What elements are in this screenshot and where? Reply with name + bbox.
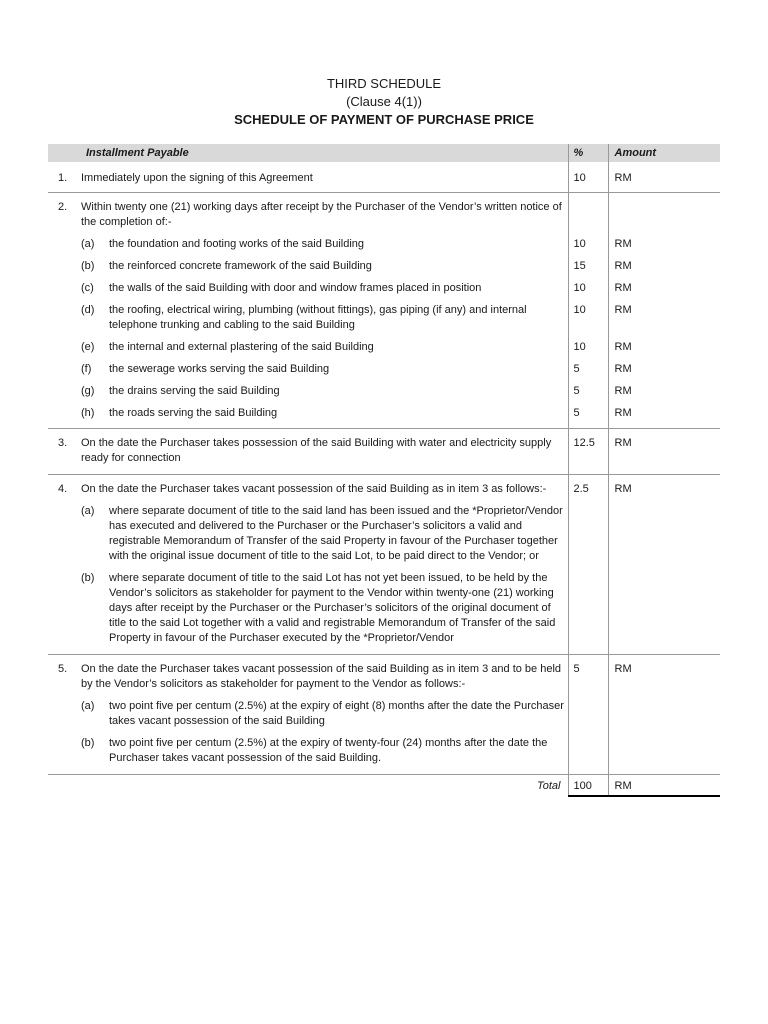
list-item: [81, 281, 568, 296]
item-percent: 10: [568, 162, 608, 192]
payment-schedule-table: [48, 144, 720, 797]
total-label: Total: [537, 779, 561, 792]
header-amount: Amount: [608, 144, 720, 162]
item-percent: 12.5: [568, 428, 608, 474]
item-percent: 10: [573, 281, 586, 294]
item-percent: 10: [573, 303, 586, 316]
item-amount: RM: [608, 428, 720, 474]
table-row: [48, 428, 720, 474]
total-amount: RM: [608, 774, 720, 796]
sub-label: (f): [81, 362, 92, 375]
item-text: On the date the Purchaser takes possession of the said Building with water and electricity supply ready for connection: [81, 428, 568, 474]
sub-text: where separate document of title to the said Lot has not yet been issued, to be held by the Vendor’s solicitors as stakeholder for payment to the Vendor within twenty-one (21) working days after receipt by the Purchaser or the Purchaser’s solicitors of the original document of title to the said Lot together with a valid and registrable Memorandum of Transfer of the said Property in favour of the Purchaser executed by the *Proprietor/Vendor: [109, 571, 556, 644]
header-installment: Installment Payable: [81, 144, 568, 162]
list-item: [81, 571, 568, 646]
sub-text: the internal and external plastering of the said Building: [109, 340, 374, 353]
item-text: Immediately upon the signing of this Agreement: [81, 162, 568, 192]
item-percent: 2.5: [568, 474, 608, 654]
item-percent: 5: [573, 384, 580, 397]
sub-text: two point five per centum (2.5%) at the expiry of eight (8) months after the date the Purchaser takes vacant possession of the said Building: [109, 699, 564, 727]
sub-label: (b): [81, 259, 95, 272]
total-row: [48, 774, 720, 796]
item-number: 1.: [48, 162, 81, 192]
list-item: [81, 303, 568, 333]
table-row: [48, 474, 720, 654]
item-amount: RM: [614, 384, 632, 397]
list-item: [81, 736, 568, 766]
sub-label: (b): [81, 571, 95, 584]
list-item: [81, 237, 568, 252]
item-amount: RM: [614, 362, 632, 375]
item-percent: 15: [573, 259, 586, 272]
schedule-clause: (Clause 4(1)): [346, 94, 422, 109]
sub-label: (b): [81, 736, 95, 749]
item-amount: RM: [614, 406, 632, 419]
sub-label: (h): [81, 406, 95, 419]
sub-label: (c): [81, 281, 94, 294]
item-number: 4.: [48, 474, 81, 654]
sub-text: where separate document of title to the said land has been issued and the *Proprietor/Vendor has executed and delivered to the Purchaser or the Purchaser’s solicitors a valid and registrable Memorandum of Transfer of the said Property in favour of the Purchaser together with the original issue document of title to the said Lot, to be paid direct to the Vendor; or: [109, 504, 563, 562]
list-item: [81, 384, 568, 399]
sub-text: the roads serving the said Building: [109, 406, 278, 419]
sub-text: the sewerage works serving the said Building: [109, 362, 330, 375]
list-item: [81, 504, 568, 564]
sub-text: the roofing, electrical wiring, plumbing (without fittings), gas piping (if any) and internal telephone trunking and cabling to the said Building: [109, 303, 527, 331]
list-item: [81, 362, 568, 377]
table-row: [48, 654, 720, 774]
item-percent: 5: [573, 406, 580, 419]
item-amount: RM: [614, 281, 632, 294]
schedule-subtitle: SCHEDULE OF PAYMENT OF PURCHASE PRICE: [234, 112, 534, 127]
schedule-heading: [0, 75, 768, 129]
header-percent: %: [568, 144, 608, 162]
item-amount: RM: [614, 237, 632, 250]
sub-text: the drains serving the said Building: [109, 384, 280, 397]
item-percent: 10: [573, 237, 586, 250]
item-percent: 5: [573, 362, 580, 375]
table-header-row: [48, 144, 720, 162]
item-number: 3.: [48, 428, 81, 474]
total-percent: 100: [568, 774, 608, 796]
item-text: Within twenty one (21) working days after receipt by the Purchaser of the Vendor’s written notice of the completion of:-: [81, 200, 562, 228]
item-percent: 5: [568, 654, 608, 774]
sub-text: two point five per centum (2.5%) at the expiry of twenty-four (24) months after the date the Purchaser takes vacant possession of the said Building.: [109, 736, 548, 764]
item-number: 5.: [48, 654, 81, 774]
table-row: [48, 192, 720, 428]
header-spacer: [48, 144, 81, 162]
sub-text: the walls of the said Building with door and window frames placed in position: [109, 281, 482, 294]
item-amount: RM: [608, 654, 720, 774]
item-amount: RM: [608, 162, 720, 192]
item-percent: 10: [573, 340, 586, 353]
list-item: [81, 406, 568, 421]
total-spacer: [48, 774, 81, 796]
sub-label: (g): [81, 384, 95, 397]
sub-label: (a): [81, 504, 95, 517]
item-text: On the date the Purchaser takes vacant possession of the said Building as in item 3 as follows:-: [81, 482, 547, 495]
item-amount: RM: [608, 474, 720, 654]
sub-text: the reinforced concrete framework of the said Building: [109, 259, 372, 272]
item-number: 2.: [48, 192, 81, 428]
sub-label: (e): [81, 340, 95, 353]
sub-label: (a): [81, 699, 95, 712]
sub-label: (a): [81, 237, 95, 250]
sub-label: (d): [81, 303, 95, 316]
list-item: [81, 699, 568, 729]
list-item: [81, 259, 568, 274]
item-text: On the date the Purchaser takes vacant possession of the said Building as in item 3 and to be held by the Vendor’s solicitors as stakeholder for payment to the Vendor as follows:-: [81, 662, 562, 690]
table-row: [48, 162, 720, 192]
item-amount: RM: [614, 340, 632, 353]
list-item: [81, 340, 568, 355]
schedule-title: THIRD SCHEDULE: [326, 76, 442, 91]
sub-text: the foundation and footing works of the said Building: [109, 237, 365, 250]
item-amount: RM: [614, 303, 632, 316]
item-amount: RM: [614, 259, 632, 272]
